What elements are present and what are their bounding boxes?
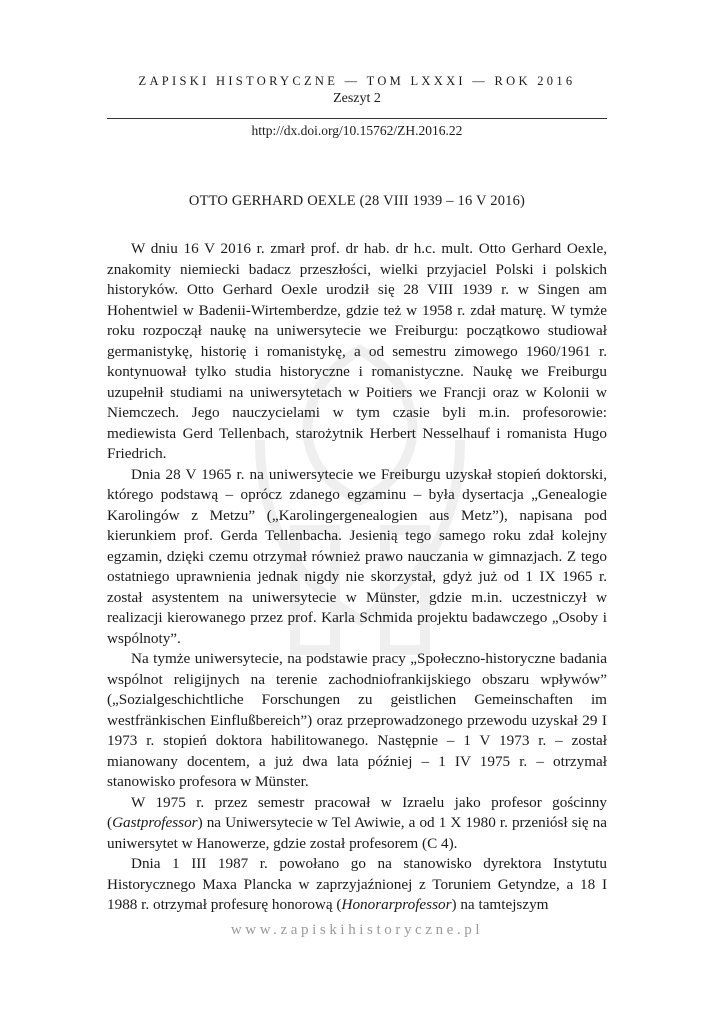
article-body	[107, 239, 607, 916]
paragraph-1: W dniu 16 V 2016 r. zmarł prof. dr hab. dr h.c. mult. Otto Gerhard Oexle, znakomity niemiecki badacz przeszłości, wielki przyjaciel Polski i polskich historyków. Otto Gerhard Oexle urodził się 28 VIII 1939 r. w Singen am Hohentwiel w Badenii-Wirtemberdze, gdzie też w 1958 r. zdał maturę. W tymże roku rozpoczął naukę na uniwersytecie we Freiburgu: początkowo studiował germanistykę, historię i romanistykę, a od semestru zimowego 1960/1961 r. kontynuował tylko studia historyczne i romanistyczne. Naukę we Freiburgu uzupełnił studiami na uniwersytetach w Poitiers we Francji oraz w Kolonii w Niemczech. Jego nauczycielami w tym czasie byli m.in. profesorowie: mediewista Gerd Tellenbach, starożytnik Herbert Nesselhauf i romanista Hugo Friedrich.	[107, 240, 607, 462]
header-divider	[107, 118, 607, 119]
paragraph-4-text-after: ) na Uniwersytecie w Tel Awiwie, a od 1 X 1980 r. przeniósł się na uniwersytet w Hanowerze, gdzie został profesorem (C 4).	[107, 814, 607, 852]
paragraph-5-text-before: Dnia 1 III 1987 r. powołano go na stanowisko dyrektora Instytutu Historycznego Maxa Plancka w zaprzyjaźnionej z Toruniem Getyndze, a 18 I 1988 r. otrzymał profesurę honorową (	[107, 855, 607, 913]
paragraph-2: Dnia 28 V 1965 r. na uniwersytecie we Freiburgu uzyskał stopień doktorski, którego podstawą – oprócz zdanego egzaminu – była dysertacja „Genealogie Karolingów z Metzu” („Karolingergenealogien aus Metz”), napisana pod kierunkiem prof. Gerda Tellenbacha. Jesienią tego samego roku zdał kolejny egzamin, dzięki czemu otrzymał również prawo nauczania w gimnazjach. Z tego ostatniego uprawnienia jednak nigdy nie skorzystał, gdyż już od 1 IX 1965 r. został asystentem na uniwersytecie w Münster, gdzie m.in. uczestniczył w realizacji kierowanego przez prof. Karla Schmida projektu badawczego „Osoby i wspólnoty”.	[107, 465, 607, 647]
paragraph-4-text-before: W 1975 r. przez semestr pracował w Izraelu jako profesor gościnny (	[107, 793, 607, 831]
paragraph-4	[107, 793, 607, 855]
paragraph-5-italic-term: Honorarprofessor	[341, 896, 452, 913]
footer-website[interactable]: www.zapiskihistoryczne.pl	[230, 922, 484, 938]
article-title: OTTO GERHARD OEXLE (28 VIII 1939 – 16 V 2016)	[188, 193, 526, 209]
paragraph-5-text-after: ) na tamtejszym	[451, 896, 549, 913]
journal-header	[107, 72, 607, 108]
paragraph-5	[107, 854, 607, 916]
paragraph-3: Na tymże uniwersytecie, na podstawie pracy „Społeczno-historyczne badania wspólnot religijnych na terenie zachodniofrankijskiego obszaru wpływów” („Sozialgeschichtliche Forschungen zu geistlichen Gemeinschaften im westfränkischen Einflußbereich”) oraz przeprowadzonego przewodu uzyskał 29 I 1973 r. stopień doktora habilitowanego. Następnie – 1 V 1973 r. – został mianowany docentem, a już dwa lata później – 1 IV 1975 r. – otrzymał stanowisko profesora w Münster.	[107, 650, 607, 790]
paragraph-4-italic-term: Gastprofessor	[112, 814, 198, 831]
journal-title: ZAPISKI HISTORYCZNE — TOM LXXXI — ROK 2016	[138, 74, 576, 88]
issue-number: Zeszyt 2	[333, 91, 381, 106]
doi-link[interactable]: http://dx.doi.org/10.15762/ZH.2016.22	[251, 123, 463, 138]
